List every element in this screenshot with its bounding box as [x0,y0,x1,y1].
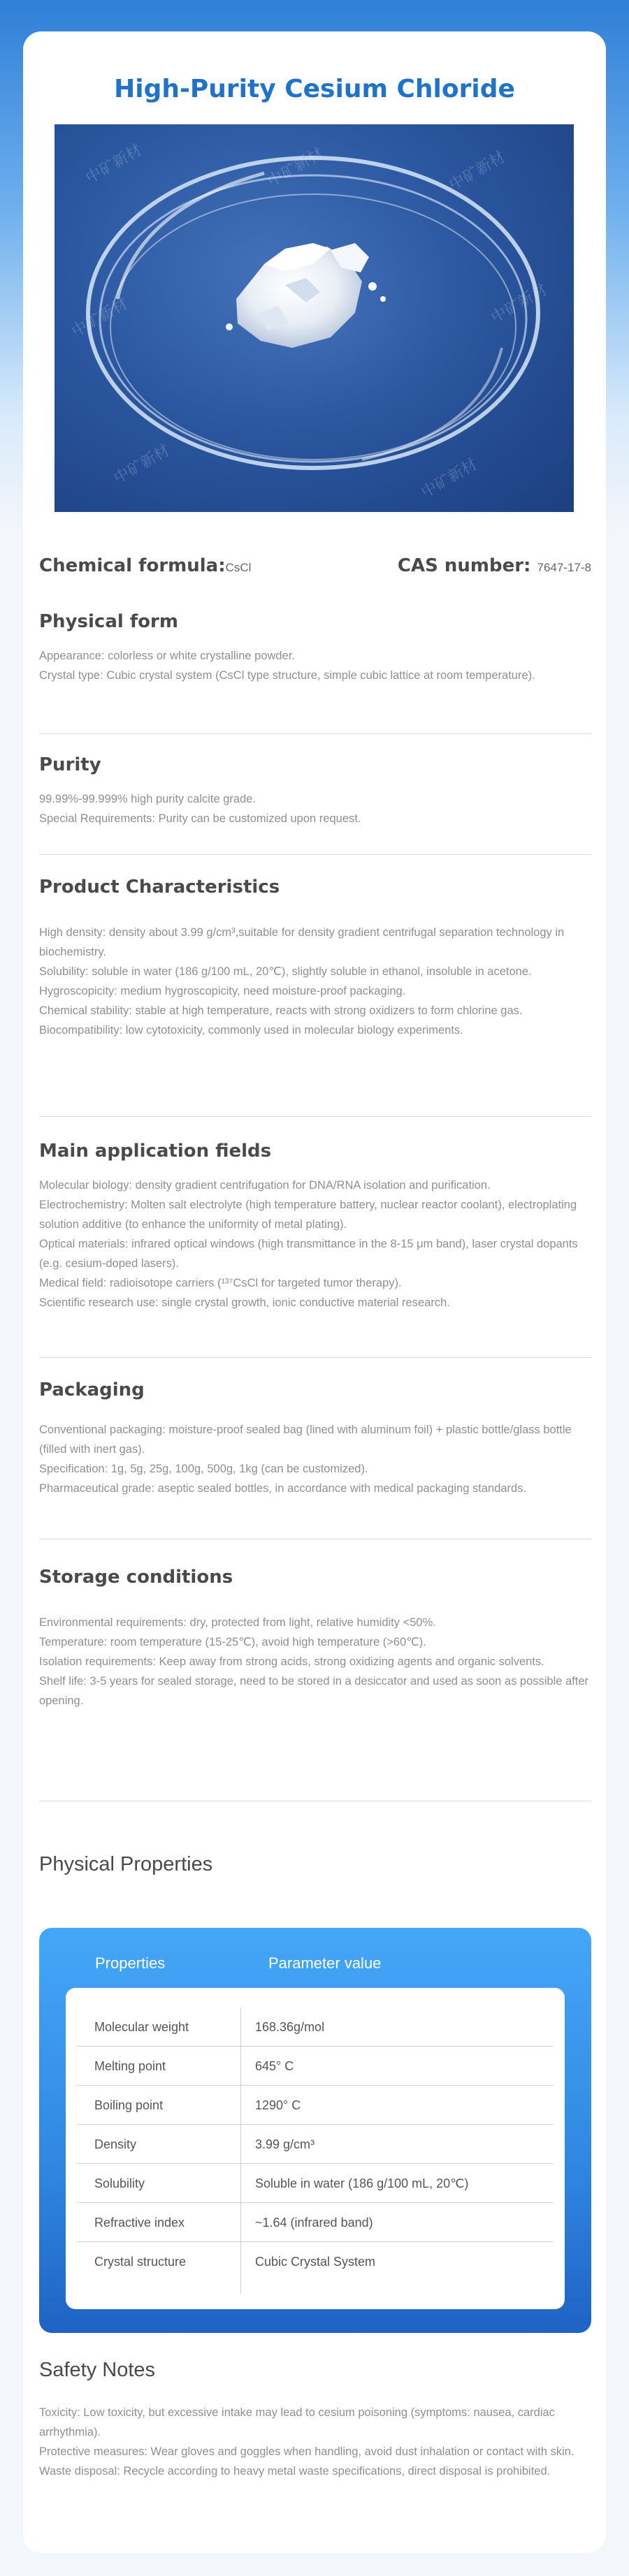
property-value: 168.36g/mol [255,2020,325,2034]
section-text: Conventional packaging: moisture-proof sealed bag (lined with aluminum foil) + plastic bottle/glass bottle (filled with inert gas). Specification: 1g, 5g, 25g, 100g, 500g, 1kg (can be customized). Pharmaceutical grade: aseptic sealed bottles, in accordance with medical packaging standards. [39,1424,572,1495]
section-heading: Storage conditions [39,1567,233,1588]
section-safety [39,2403,591,2481]
table-row [77,2203,554,2242]
section-heading: Purity [39,754,101,775]
product-card [23,31,606,2553]
properties-heading: Physical Properties [39,1853,213,1875]
watermark-text: 中矿新材 [82,141,145,188]
table-row [77,2007,554,2047]
property-name: Crystal structure [94,2255,187,2269]
section-text: Molecular biology: density gradient centrifugation for DNA/RNA isolation and purification. Electrochemistry: Molten salt electrolyte (high temperature battery, nuclear reactor coolant), electroplating solution additive (to enhance the uniformity of metal plating). Optical materials: infrared optical windows (high transmittance in the 8-15 μm band), laser crystal dopants (e.g. cesium-doped lasers). Medical field: radioisotope carriers (¹³⁷CsCl for targeted tumor therapy). Scientific research use: single crystal growth, ionic conductive material research. [39,1179,578,1310]
safety-heading: Safety Notes [39,2359,156,2381]
watermark-text: 中矿新材 [418,455,481,502]
property-name: Molecular weight [94,2020,189,2034]
section-physical-form [39,611,591,685]
divider [39,854,591,855]
properties-table [39,1928,591,2333]
table-row [77,2242,554,2281]
section-text: 99.99%-99.999% high purity calcite grade. Special Requirements: Purity can be customized upon request. [39,793,361,826]
table-row [77,2086,554,2125]
property-value: Soluble in water (186 g/100 mL, 20℃) [255,2176,469,2190]
divider [39,733,591,734]
watermark-text: 中矿新材 [68,295,131,342]
property-value: ~1.64 (infrared band) [255,2216,373,2230]
section-text: High density: density about 3.99 g/cm³,suitable for density gradient centrifugal separation technology in biochemistry. Solubility: soluble in water (186 g/100 mL, 20℃), slightly soluble in ethanol, insoluble in acetone. Hygroscopicity: medium hygroscopicity, need moisture-proof packaging. Chemical stability: stable at high temperature, reacts with strong oxidizers to form chlorine gas. Biocompatibility: low cytotoxicity, commonly used in molecular biology experiments. [39,926,565,1037]
cas-value: 7647-17-8 [537,561,591,574]
section-text: Toxicity: Low toxicity, but excessive intake may lead to cesium poisoning (symptoms: nausea, cardiac arrhythmia). Protective measures: Wear gloves and goggles when handling, avoid dust inhalation or contact with skin. Waste disposal: Recycle according to heavy metal waste specifications, direct disposal is prohibited. [39,2406,574,2478]
table-row [77,2047,554,2086]
divider [39,1357,591,1358]
section-storage [39,1567,591,1711]
table-row [77,2125,554,2164]
product-photo [55,124,574,512]
section-purity [39,754,591,828]
table-header [39,1954,591,1975]
watermark-text: 中矿新材 [446,148,509,195]
property-value: 645° C [255,2059,294,2073]
watermark-text: 中矿新材 [488,281,551,328]
watermark-text: 中矿新材 [264,145,327,191]
section-heading: Main application fields [39,1141,272,1162]
property-name: Refractive index [94,2216,185,2230]
section-packaging [39,1380,591,1498]
cas-label: CAS number: [397,555,531,576]
property-value: 3.99 g/cm³ [255,2137,315,2151]
formula-value: CsCl [225,561,252,574]
section-text: Environmental requirements: dry, protected from light, relative humidity <50%. Temperature: room temperature (15-25℃), avoid high temperature (>60℃). Isolation requirements: Keep away from strong acids, strong oxidizing agents and organic solvents. Shelf life: 3-5 years for sealed storage, need to be stored in a desiccator and used as soon as possible after opening. [39,1616,589,1708]
table-body [66,1988,565,2309]
section-applications [39,1141,591,1312]
header-parameter-value: Parameter value [268,1954,382,1972]
watermark-text: 中矿新材 [110,441,173,488]
divider [39,1116,591,1117]
section-characteristics [39,877,591,1040]
section-heading: Packaging [39,1380,145,1400]
page-title: High-Purity Cesium Chloride [114,75,515,103]
section-heading: Product Characteristics [39,877,280,898]
property-value: 1290° C [255,2098,301,2112]
table-row [77,2164,554,2203]
header-properties: Properties [95,1954,166,1972]
cas-number [398,555,591,576]
chemical-formula [39,555,251,576]
property-name: Boiling point [94,2098,164,2112]
property-name: Density [94,2137,137,2151]
property-name: Melting point [94,2059,166,2073]
formula-row [39,555,591,583]
property-name: Solubility [94,2176,145,2190]
property-value: Cubic Crystal System [255,2255,376,2269]
section-text: Appearance: colorless or white crystalline powder. Crystal type: Cubic crystal system (CsCl type structure, simple cubic lattice at room temperature). [39,650,535,682]
formula-label: Chemical formula: [39,555,226,576]
section-heading: Physical form [39,611,178,632]
